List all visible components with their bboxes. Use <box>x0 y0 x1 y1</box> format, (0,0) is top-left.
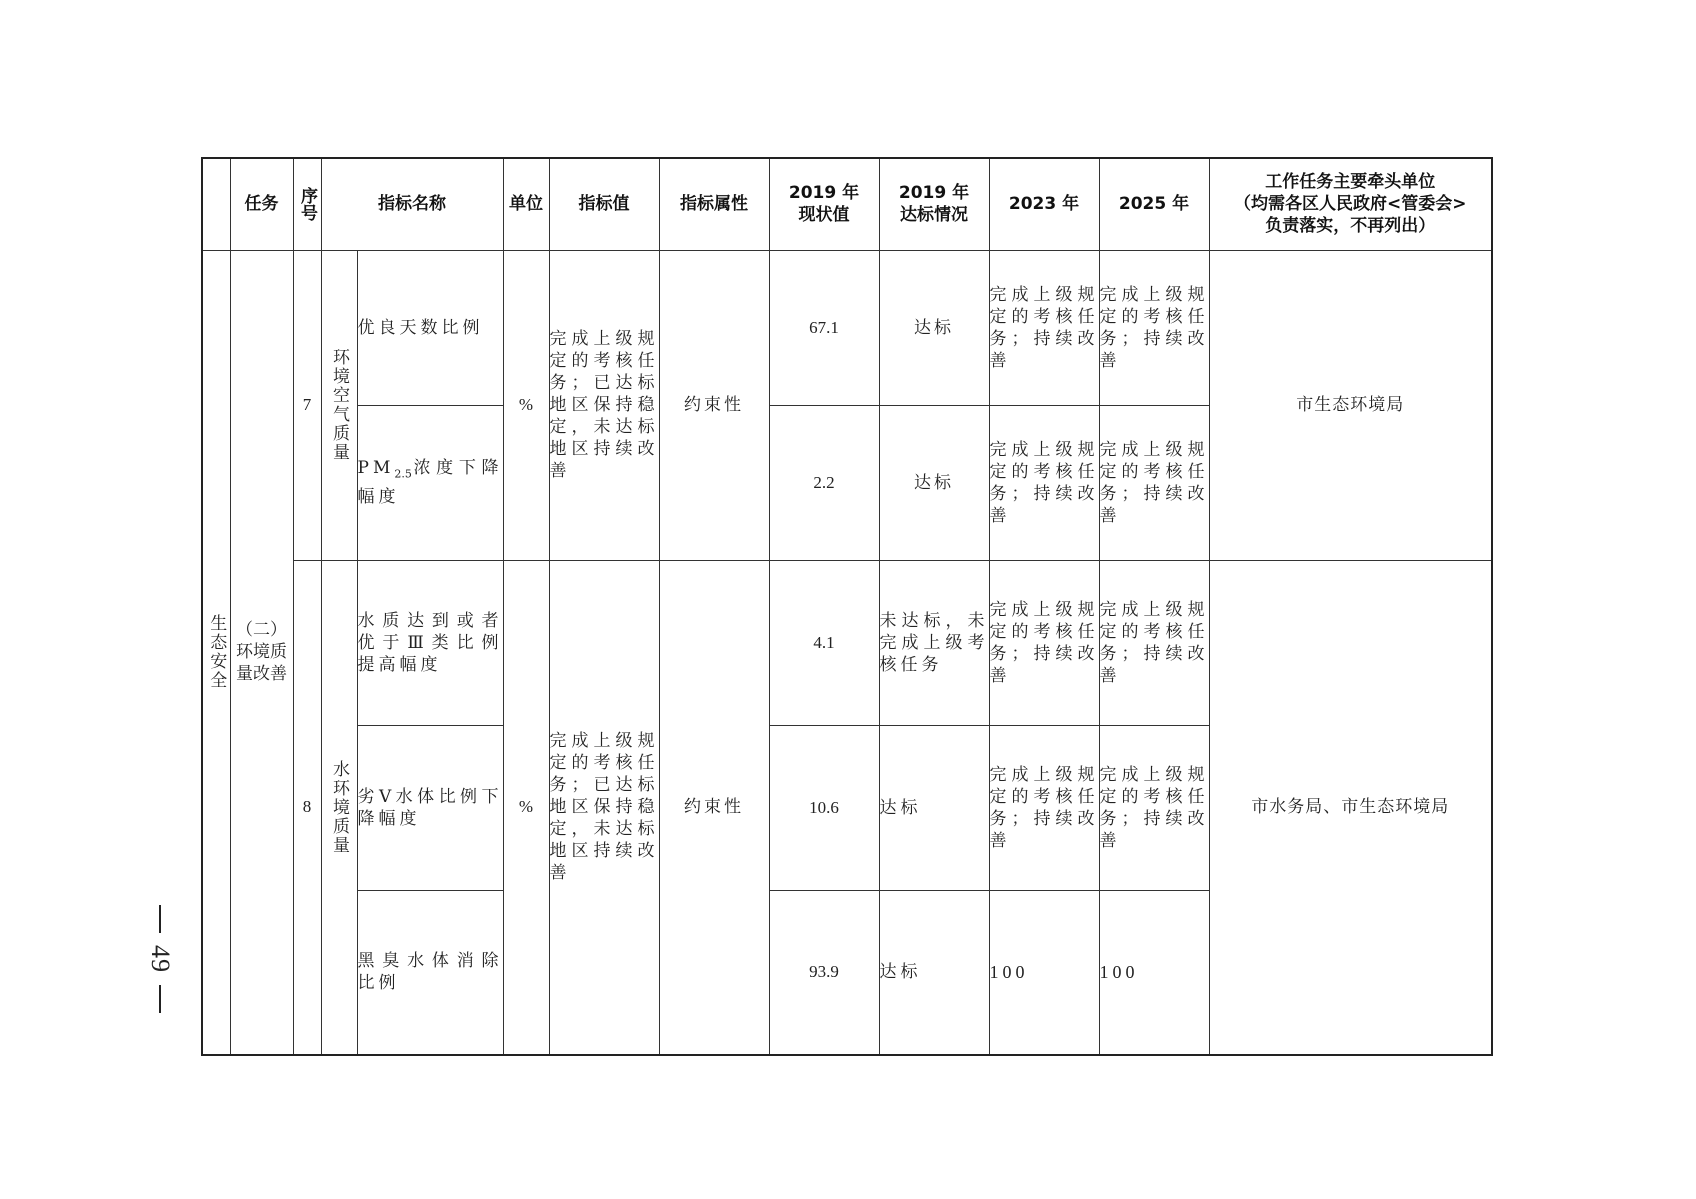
status-2019-cell: 67.1 <box>769 250 879 405</box>
table-row <box>202 560 1492 725</box>
page-number-dash-bottom <box>159 985 161 1013</box>
header-row <box>202 158 1492 250</box>
target-2023-cell: 完成上级规定的考核任务；持续改善 <box>989 250 1099 405</box>
indicator-value-cell: 完成上级规定的考核任务；已达标地区保持稳定，未达标地区持续改善 <box>549 560 659 1055</box>
status-2019-cell: 4.1 <box>769 560 879 725</box>
compliance-2019-cell: 达标 <box>879 725 989 890</box>
unit-cell: % <box>503 560 549 1055</box>
indicator-table <box>201 157 1493 1056</box>
compliance-2019-cell: 达标 <box>879 890 989 1055</box>
header-seq: 序号 <box>293 158 321 250</box>
header-compliance-2019: 2019 年 达标情况 <box>879 158 989 250</box>
compliance-2019-cell: 未达标，未完成上级考核任务 <box>879 560 989 725</box>
category-cell: 环境空气质量 <box>321 250 357 560</box>
target-2025-cell: 100 <box>1099 890 1209 1055</box>
header-indicator-value: 指标值 <box>549 158 659 250</box>
indicator-name-cell: 优良天数比例 <box>357 250 503 405</box>
target-2025-cell: 完成上级规定的考核任务；持续改善 <box>1099 250 1209 405</box>
header-unit: 单位 <box>503 158 549 250</box>
indicator-name-cell: $PM_{2.5}$浓度下降幅度 <box>357 405 503 560</box>
target-2025-cell: 完成上级规定的考核任务；持续改善 <box>1099 725 1209 890</box>
target-2025-cell: 完成上级规定的考核任务；持续改善 <box>1099 560 1209 725</box>
page-number <box>140 905 180 1013</box>
domain-cell: 生态安全 <box>202 250 230 1055</box>
compliance-2019-cell: 达标 <box>879 250 989 405</box>
table-row <box>202 250 1492 405</box>
category-cell: 水环境质量 <box>321 560 357 1055</box>
page-number-dash-top <box>159 905 161 933</box>
header-year-2023: 2023 年 <box>989 158 1099 250</box>
target-2023-cell: 100 <box>989 890 1099 1055</box>
target-2023-cell: 完成上级规定的考核任务；持续改善 <box>989 405 1099 560</box>
status-2019-cell: 10.6 <box>769 725 879 890</box>
header-indicator-name: 指标名称 <box>321 158 503 250</box>
header-indicator-attribute: 指标属性 <box>659 158 769 250</box>
task-cell: （二）环境质量改善 <box>230 250 293 1055</box>
seq-cell: 8 <box>293 560 321 1055</box>
page-number-text: 49 <box>146 945 175 973</box>
header-task: 任务 <box>230 158 293 250</box>
lead-unit-cell: 市水务局、市生态环境局 <box>1209 560 1492 1055</box>
seq-cell: 7 <box>293 250 321 560</box>
target-2023-cell: 完成上级规定的考核任务；持续改善 <box>989 560 1099 725</box>
indicator-name-cell: 劣Ⅴ水体比例下降幅度 <box>357 725 503 890</box>
indicator-name-cell: 黑臭水体消除比例 <box>357 890 503 1055</box>
status-2019-cell: 93.9 <box>769 890 879 1055</box>
lead-unit-cell: 市生态环境局 <box>1209 250 1492 560</box>
status-2019-cell: 2.2 <box>769 405 879 560</box>
indicator-name-cell: 水质达到或者优于Ⅲ类比例提高幅度 <box>357 560 503 725</box>
attribute-cell: 约束性 <box>659 250 769 560</box>
header-year-2025: 2025 年 <box>1099 158 1209 250</box>
header-status-2019: 2019 年 现状值 <box>769 158 879 250</box>
header-domain <box>202 158 230 250</box>
target-2023-cell: 完成上级规定的考核任务；持续改善 <box>989 725 1099 890</box>
indicator-value-cell: 完成上级规定的考核任务；已达标地区保持稳定，未达标地区持续改善 <box>549 250 659 560</box>
header-lead-unit: 工作任务主要牵头单位 （均需各区人民政府<管委会> 负责落实，不再列出） <box>1209 158 1492 250</box>
unit-cell: % <box>503 250 549 560</box>
target-2025-cell: 完成上级规定的考核任务；持续改善 <box>1099 405 1209 560</box>
compliance-2019-cell: 达标 <box>879 405 989 560</box>
attribute-cell: 约束性 <box>659 560 769 1055</box>
